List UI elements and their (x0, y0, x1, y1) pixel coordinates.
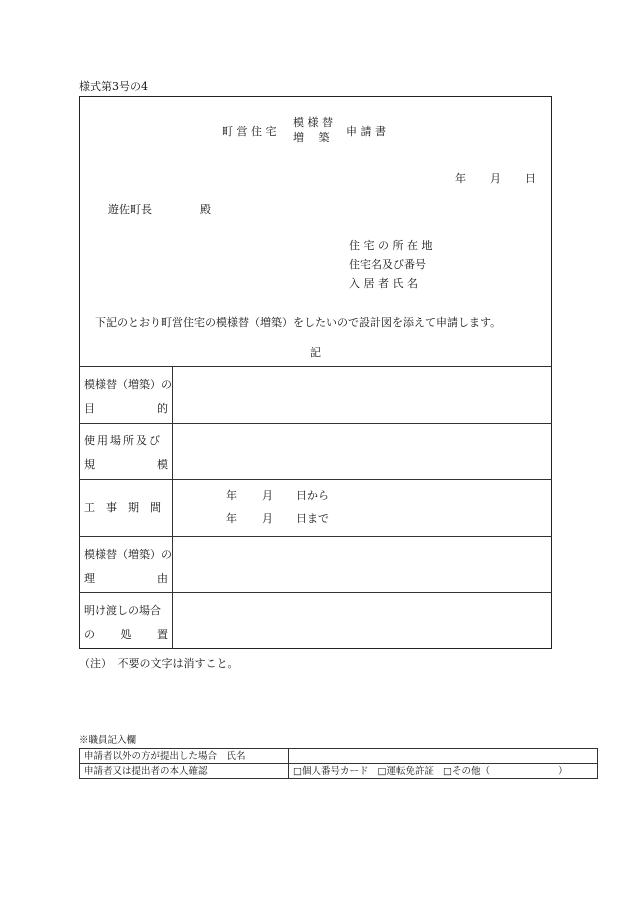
checkbox-other[interactable]: □その他（ (443, 765, 491, 777)
row-divider (79, 536, 552, 537)
from-day: 日から (296, 489, 329, 502)
close-paren: ） (558, 765, 568, 777)
address-label: 住 宅 の 所 在 地 (349, 239, 433, 252)
checkbox-drivers-license[interactable]: □運転免許証 (377, 765, 434, 777)
row-purpose-label: 模様替（増築）の 目 的 (84, 378, 172, 415)
row-divider (79, 479, 552, 480)
title-prefix: 町 営 住 宅 (222, 125, 277, 138)
from-year: 年 (226, 489, 237, 502)
column-divider (172, 366, 173, 649)
row-construction-period-label: 工 事 期 間 (84, 501, 161, 514)
date-year: 年 (455, 172, 466, 185)
proxy-submitter-label: 申請者以外の方が提出した場合 氏名 (80, 749, 289, 764)
purpose-field[interactable] (174, 368, 550, 422)
to-year: 年 (226, 512, 237, 525)
table-row (80, 764, 598, 779)
resident-name-label: 入 居 者 氏 名 (349, 277, 418, 290)
title-suffix: 申 請 書 (346, 125, 386, 138)
addressee-name: 遊佐町長 (108, 203, 152, 216)
from-month: 月 (262, 489, 273, 502)
title-extension: 増 築 (293, 131, 330, 144)
request-statement: 下記のとおり町営住宅の模様替（増築）をしたいので設計図を添えて申請します。 (95, 316, 502, 329)
addressee-honorific: 殿 (200, 203, 211, 216)
ki-heading: 記 (310, 346, 321, 359)
title-remodel: 模 様 替 (293, 116, 333, 129)
form-number: 様式第3号の4 (79, 80, 148, 93)
staff-entry-table (79, 748, 598, 779)
reason-field[interactable] (174, 538, 550, 591)
row-divider (79, 592, 552, 593)
place-scale-field[interactable] (174, 425, 550, 478)
to-day: 日まで (296, 512, 329, 525)
disposal-field[interactable] (174, 594, 550, 647)
row-reason-label: 模様替（増築）の 理 由 (84, 548, 172, 585)
date-month: 月 (490, 172, 501, 185)
identity-check-label: 申請者又は提出者の本人確認 (80, 764, 289, 779)
to-month: 月 (262, 512, 273, 525)
proxy-submitter-name-field[interactable] (289, 749, 598, 764)
staff-section-heading: ※職員記入欄 (79, 735, 137, 746)
row-place-scale-label: 使用場所及び 規 模 (84, 434, 168, 471)
row-divider (79, 366, 552, 367)
row-divider (79, 423, 552, 424)
table-row (80, 749, 598, 764)
house-name-label: 住宅名及び番号 (349, 258, 426, 271)
date-day: 日 (525, 172, 536, 185)
identity-check-options (289, 764, 598, 779)
note: （注） 不要の文字は消すこと。 (79, 657, 239, 670)
row-disposal-label: 明け渡しの場合 の 処 置 (84, 604, 168, 641)
checkbox-my-number-card[interactable]: □個人番号カード (293, 765, 369, 777)
